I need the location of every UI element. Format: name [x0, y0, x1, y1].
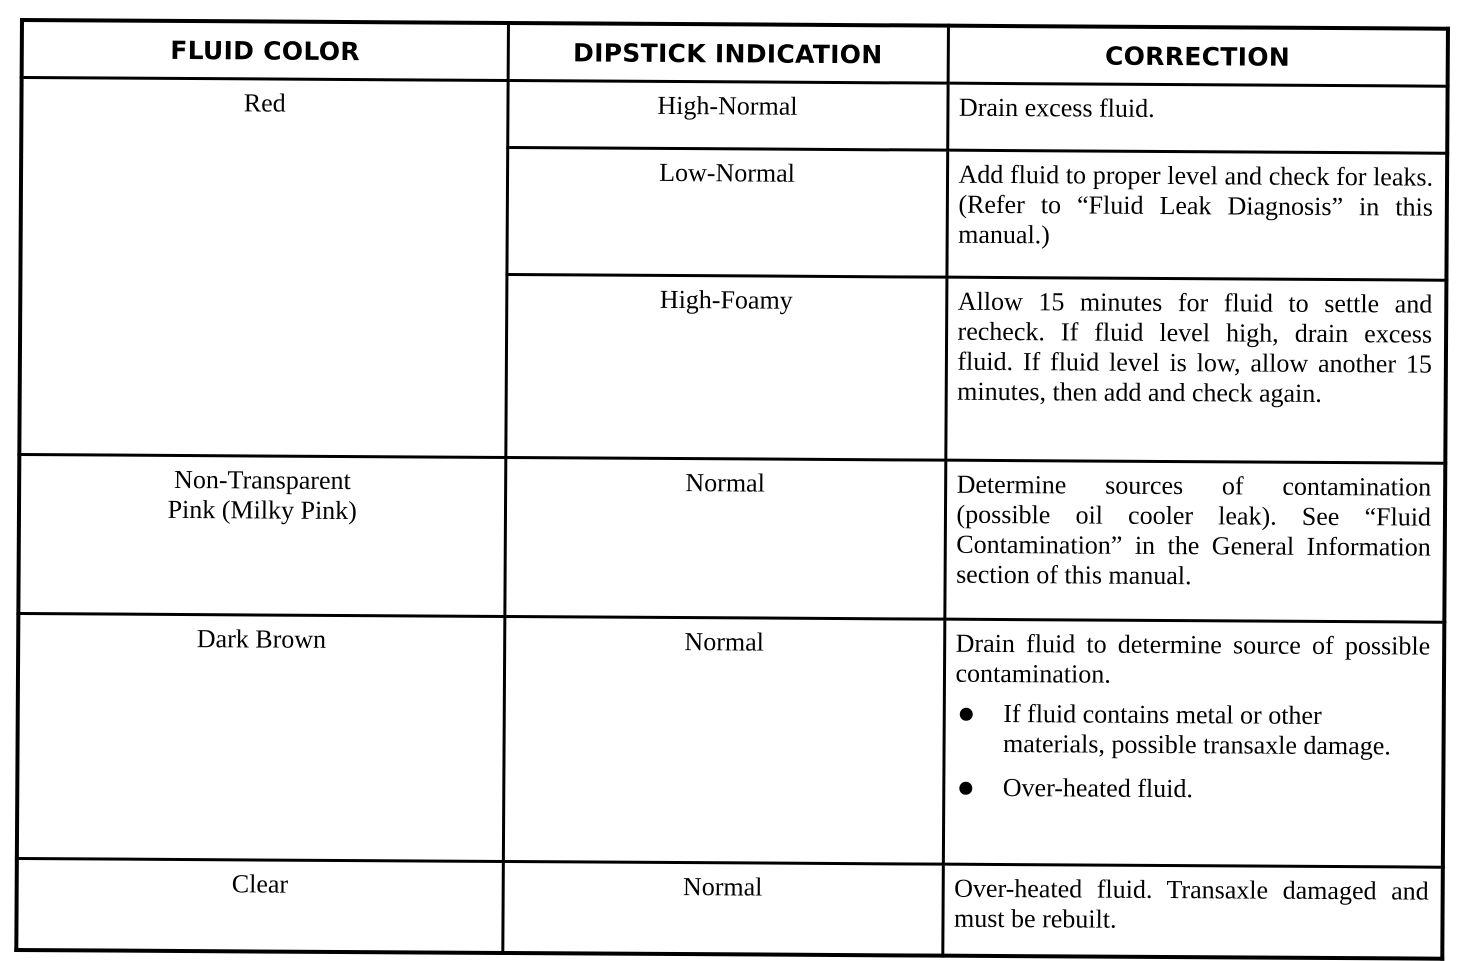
fluid-color-line-1: Non-Transparent — [174, 464, 351, 496]
dipstick-cell: High-Foamy — [505, 274, 946, 460]
dipstick-cell: Low-Normal — [506, 147, 947, 277]
correction-intro: Drain fluid to determine source of possible contamination. — [955, 628, 1431, 689]
correction-cell: Over-heated fluid. Transaxle damaged and must be rebuilt. — [942, 864, 1443, 959]
table-row — [17, 614, 1444, 868]
correction-bullet-item — [955, 773, 1430, 806]
dipstick-cell: Normal — [504, 457, 945, 619]
correction-cell: Drain excess fluid. — [947, 83, 1447, 153]
table-row — [16, 858, 1443, 958]
correction-cell — [943, 619, 1444, 867]
fluid-color-cell — [18, 455, 505, 617]
fluid-diagnosis-table — [14, 18, 1450, 961]
fluid-color-cell: Clear — [16, 858, 503, 952]
header-dipstick-indication: DIPSTICK INDICATION — [508, 23, 948, 83]
table-row — [18, 455, 1445, 623]
dipstick-cell: Normal — [503, 616, 944, 864]
fluid-diagnosis-table-wrapper — [14, 18, 1446, 961]
dipstick-cell: High-Normal — [507, 80, 947, 150]
fluid-color-line-2: Pink (Milky Pink) — [167, 494, 357, 526]
fluid-color-cell: Dark Brown — [17, 614, 504, 862]
correction-bullet-item — [955, 699, 1430, 762]
dipstick-cell: Normal — [502, 861, 943, 955]
bullet-icon — [959, 708, 972, 721]
table-row — [21, 78, 1447, 154]
header-row — [22, 20, 1448, 86]
fluid-color-cell: Red — [19, 78, 507, 458]
correction-bullet-list — [955, 699, 1430, 806]
header-correction: CORRECTION — [948, 26, 1448, 87]
bullet-icon — [959, 782, 972, 795]
correction-cell: Allow 15 minutes for fluid to settle and recheck. If fluid level high, drain excess fluid. If fluid level is low, allow another 15 minutes, then add and check again. — [945, 277, 1446, 463]
correction-cell: Add fluid to proper level and check for leaks. (Refer to “Fluid Leak Diagnosis” in this manual.) — [946, 150, 1447, 280]
bullet-text: If fluid contains metal or other materials, possible transaxle damage. — [1002, 699, 1391, 761]
correction-cell: Determine sources of contamination (possible oil cooler leak). See “Fluid Contamination” in the General Information section of this manual. — [944, 460, 1445, 622]
bullet-text: Over-heated fluid. — [1002, 773, 1193, 804]
header-fluid-color: FLUID COLOR — [22, 20, 508, 80]
